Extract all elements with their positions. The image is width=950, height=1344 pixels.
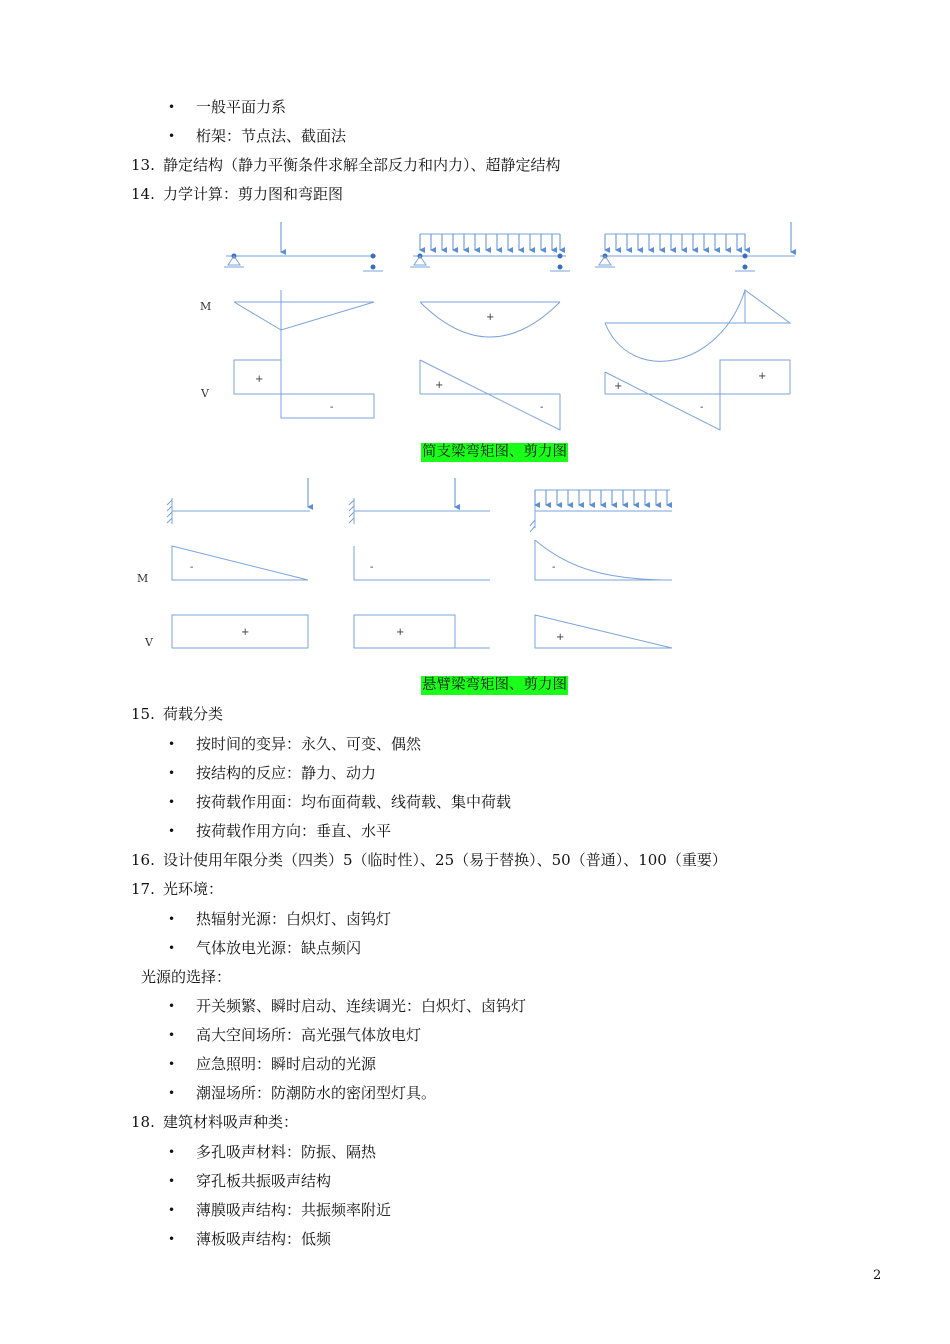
- item-text: 静定结构（静力平衡条件求解全部反力和内力）、超静定结构: [163, 156, 561, 174]
- list-item-text: 薄板吸声结构：低频: [196, 1230, 332, 1248]
- shear-label: V: [201, 387, 209, 400]
- bullet-dot: •: [168, 1086, 176, 1100]
- list-item-text: 热辐射光源：白炽灯、卤钨灯: [196, 910, 392, 928]
- item-number: 14.: [131, 185, 155, 203]
- plus-sign: +: [556, 632, 565, 643]
- bullet-dot: •: [168, 912, 176, 926]
- minus-sign: -: [700, 402, 704, 413]
- bullet-dot: •: [168, 1028, 176, 1042]
- item-text: 荷载分类: [163, 705, 224, 723]
- plus-sign: +: [758, 371, 767, 382]
- shear-label: V: [145, 636, 153, 649]
- item-text: 力学计算：剪力图和弯距图: [163, 185, 344, 203]
- item-text: 建筑材料吸声种类：: [163, 1113, 299, 1131]
- item-number: 18.: [131, 1113, 155, 1131]
- caption-cantilever-beam: 悬臂梁弯矩图、剪力图: [422, 677, 567, 693]
- minus-sign: -: [330, 402, 334, 413]
- item-number: 13.: [131, 156, 155, 174]
- item-number: 15.: [131, 705, 155, 723]
- bullet-dot: •: [168, 824, 176, 838]
- bullet-dot: •: [168, 999, 176, 1013]
- list-item-text: 高大空间场所：高光强气体放电灯: [196, 1026, 422, 1044]
- simple-shear-diagrams: [234, 360, 790, 430]
- list-item-text: 气体放电光源：缺点频闪: [196, 939, 362, 957]
- item-text: 设计使用年限分类（四类）5（临时性）、25（易于替换）、50（普通）、100（重要）: [163, 851, 727, 869]
- bullet-dot: •: [168, 1203, 176, 1217]
- simple-moment-diagrams: [234, 290, 790, 361]
- item-number: 17.: [131, 880, 155, 898]
- list-item-text: 开关频繁、瞬时启动、连续调光：白炽灯、卤钨灯: [196, 997, 527, 1015]
- plus-sign: +: [435, 380, 444, 391]
- minus-sign: -: [552, 562, 556, 573]
- list-item-text: 多孔吸声材料：防振、隔热: [196, 1143, 377, 1161]
- cantilever-beams: [167, 478, 672, 532]
- list-item-text: 按荷载作用方向：垂直、水平: [196, 822, 392, 840]
- bullet-dot: •: [168, 1145, 176, 1159]
- diagram-labels: [137, 300, 766, 649]
- list-item-text: 潮湿场所：防潮防水的密闭型灯具。: [196, 1084, 437, 1102]
- moment-label: M: [137, 572, 149, 585]
- plus-sign: +: [396, 627, 405, 638]
- moment-label: M: [200, 300, 212, 313]
- list-item-text: 薄膜吸声结构：共振频率附近: [196, 1201, 392, 1219]
- item-number: 16.: [131, 851, 155, 869]
- plus-sign: +: [614, 381, 623, 392]
- simple-beam-uniform-load: [410, 234, 570, 271]
- bullet-dot: •: [168, 129, 176, 143]
- plus-sign: +: [241, 627, 250, 638]
- simple-beam-point-load: [224, 222, 383, 271]
- bullet-dot: •: [168, 1174, 176, 1188]
- paragraph-text: 光源的选择：: [141, 968, 232, 986]
- bullet-dot: •: [168, 1057, 176, 1071]
- list-item-text: 按结构的反应：静力、动力: [196, 764, 377, 782]
- bullet-dot: •: [168, 1232, 176, 1246]
- list-item-text: 穿孔板共振吸声结构: [196, 1172, 332, 1190]
- bullet-dot: •: [168, 100, 176, 114]
- item-text: 光环境：: [163, 880, 224, 898]
- minus-sign: -: [540, 402, 544, 413]
- plus-sign: +: [255, 374, 264, 385]
- list-item-text: 桁架：节点法、截面法: [196, 127, 347, 145]
- cantilever-moment-diagrams: [172, 540, 672, 580]
- page-number: 2: [873, 1268, 882, 1283]
- list-item-text: 一般平面力系: [196, 98, 287, 116]
- overhang-beam: [595, 222, 795, 271]
- minus-sign: -: [190, 562, 194, 573]
- caption-simple-beam: 简支梁弯矩图、剪力图: [422, 444, 567, 460]
- bullet-dot: •: [168, 795, 176, 809]
- list-item-text: 按时间的变异：永久、可变、偶然: [196, 735, 422, 753]
- bullet-dot: •: [168, 941, 176, 955]
- plus-sign: +: [486, 312, 495, 323]
- list-item-text: 按荷载作用面：均布面荷载、线荷载、集中荷载: [196, 793, 512, 811]
- bullet-dot: •: [168, 766, 176, 780]
- bullet-dot: •: [168, 737, 176, 751]
- minus-sign: -: [370, 562, 374, 573]
- list-item-text: 应急照明：瞬时启动的光源: [196, 1055, 377, 1073]
